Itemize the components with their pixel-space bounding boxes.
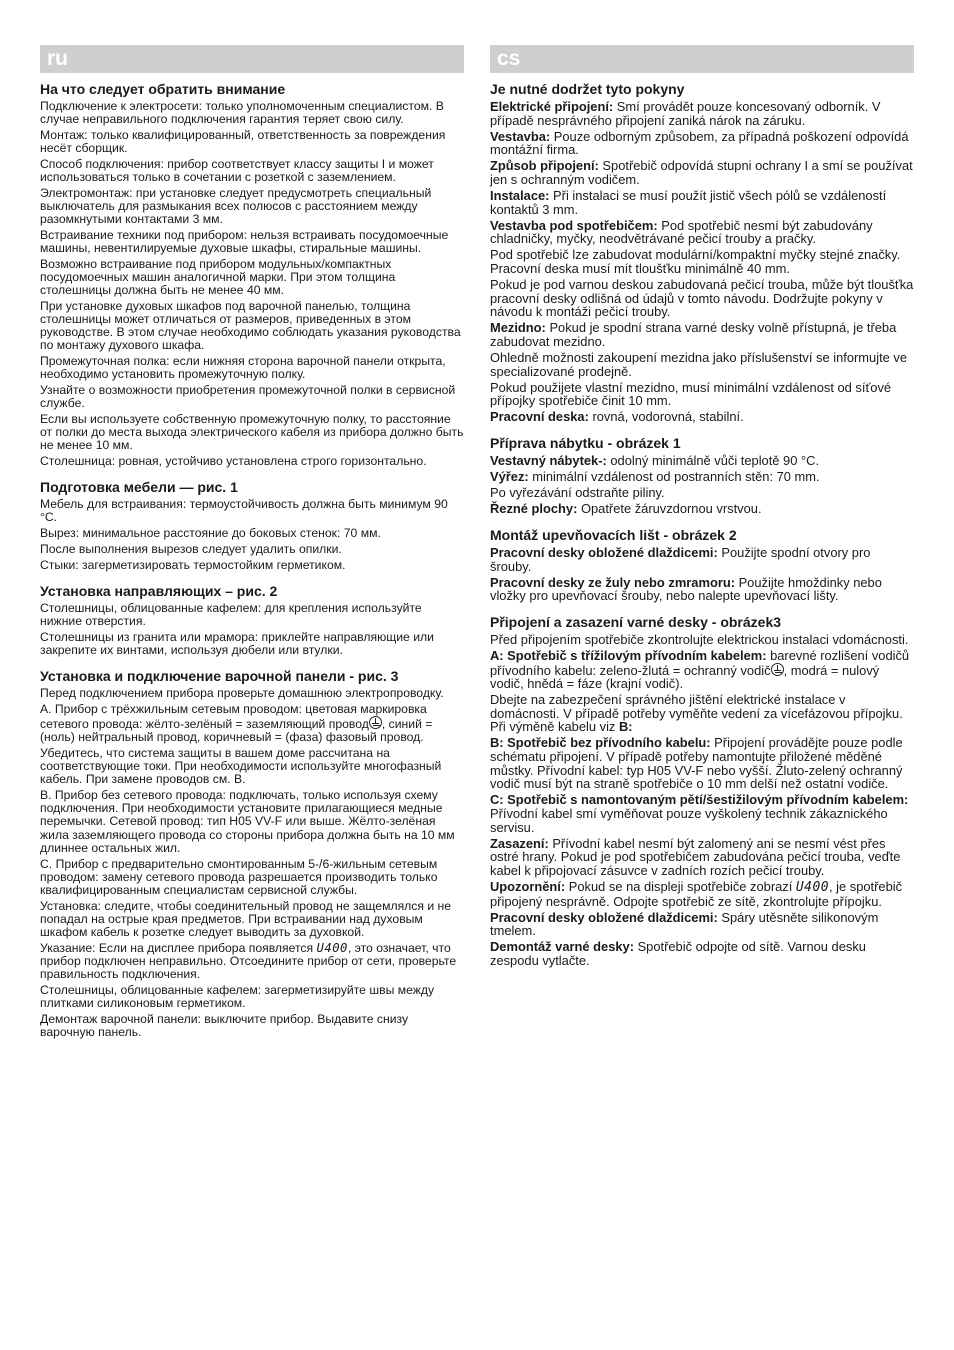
paragraph-text: Указание: Если на дисплее прибора появляется <box>40 940 317 955</box>
paragraph <box>40 559 464 572</box>
paragraph-text: Pokud je pod varnou deskou zabudovaná pečicí trouba, může být tloušťka pracovní desky odlišná od údajů v tomto návodu. Dodržujte pokyny v návodu k montáži pečicí trouby. <box>490 277 914 320</box>
paragraph <box>490 940 914 967</box>
paragraph-text: Стыки: загерметизировать термостойким герметиком. <box>40 557 346 572</box>
section-title: Montáž upevňovacích lišt - obrázek 2 <box>490 526 737 543</box>
section-title: Установка и подключение варочной панели - рис. 3 <box>40 668 399 685</box>
paragraph <box>40 158 464 184</box>
paragraph-text: При установке духовых шкафов под варочной панелью, толщина столешницы может отличаться от размеров, приведенных в этом руководстве. В этом случае необходимо соблюдать указания руководства по монтажу духового шкафа. <box>40 298 461 353</box>
section-title: Je nutné dodržet tyto pokyny <box>490 81 685 97</box>
paragraph <box>40 355 464 381</box>
paragraph <box>490 502 914 516</box>
paragraph-text: Возможно встраивание под прибором модульных/компактных посудомоечных машин аналогичной марки. При этом толщина столешницы должна быть не менее 40 мм. <box>40 256 396 298</box>
paragraph <box>490 351 914 378</box>
paragraph-text: Установка: следите, чтобы соединительный провод не защемлялся и не попадал на острые края предметов. При встраивании над духовым шкафом кабель к розетке следует выводить за духовкой. <box>40 898 452 940</box>
paragraph <box>490 486 914 500</box>
paragraph <box>40 942 464 982</box>
paragraph-text: Если вы используете собственную промежуточную полку, то расстояние от полки до места выхода электрического кабеля из прибора должно быть не менее 10 мм. <box>40 411 464 453</box>
paragraph-text-cont: , это означает, что прибор подключен неправильно. Отсоедините прибор от сети, проверьте правильность подключения. <box>40 940 457 982</box>
paragraph-text: Узнайте о возможности приобретения промежуточной полки в сервисной службе. <box>40 383 456 411</box>
paragraph <box>490 454 914 468</box>
paragraph-lead: Vestavba pod spotřebičem: <box>490 217 658 233</box>
paragraph <box>40 300 464 353</box>
section-title: Подготовка мебели — рис. 1 <box>40 479 238 496</box>
paragraph-lead: Pracovní desky obložené dlaždicemi: <box>490 544 718 560</box>
paragraph-lead: Řezné plochy: <box>490 501 578 517</box>
paragraph <box>40 187 464 227</box>
paragraph <box>490 100 914 127</box>
display-code: U400 <box>795 879 829 895</box>
paragraph <box>40 789 464 855</box>
paragraph-text: Вырез: минимальное расстояние до боковых стенок: 70 мм. <box>40 526 381 541</box>
paragraph-text: Pokud se na displeji spotřebiče zobrazí <box>565 878 796 894</box>
paragraph-text: Po vyřezávání odstraňte piliny. <box>490 485 665 501</box>
column-ru <box>40 45 464 1042</box>
paragraph-text: Встраивание техники под прибором: нельзя встраивать посудомоечные машины, невентилируемые духовые шкафы, стиральные машины. <box>40 227 449 256</box>
paragraph-text: odolný minimálně vůči teplotě 90 °C. <box>606 453 820 469</box>
paragraph <box>490 278 914 319</box>
display-code: U400 <box>316 940 348 955</box>
paragraph-lead: Mezidno: <box>490 320 546 336</box>
paragraph-lead: Pracovní desky obložené dlaždicemi: <box>490 909 718 925</box>
paragraph <box>490 693 914 734</box>
paragraph-text: А. Прибор с трёхжильным сетевым проводом: цветовая маркировка сетевого провода: жёлто-зелёный = заземляющий провод <box>40 701 427 732</box>
paragraph <box>40 229 464 255</box>
paragraph <box>40 1013 464 1039</box>
paragraph-text: Столешница: ровная, устойчиво установлена строго горизонтально. <box>40 454 427 469</box>
paragraph-lead: Pracovní deska: <box>490 409 589 425</box>
paragraph-text: Промежуточная полка: если нижняя сторона варочной панели открыта, необходимо установить промежуточную полку. <box>40 354 446 382</box>
paragraph <box>490 470 914 484</box>
paragraph <box>40 687 464 700</box>
paragraph-lead: Pracovní desky ze žuly nebo zmramoru: <box>490 574 735 590</box>
paragraph <box>40 258 464 298</box>
paragraph-text: minimální vzdálenost od postranních stěn: 70 mm. <box>528 469 820 485</box>
paragraph <box>40 602 464 628</box>
paragraph-text: Электромонтаж: при установке следует предусмотреть специальный выключатель для размыкания всех полюсов с расстоянием между разомкнутыми контактами 3 мм. <box>40 185 432 227</box>
paragraph-text: Подключение к электросети: только уполномоченным специалистом. В случае неправильного подключения гарантия теряет свою силу. <box>40 99 444 127</box>
paragraph-text: Připojení provádějte pouze podle schématu připojení. V případě potřeby namontujte přiložené měděné můstky. Přívodní kabel: typ H05 VV-F nebo vyšší. Žluto-zelený ochranný vodič musí být na straně spotřebiče o 10 mm delší než ostatní vodiče. <box>490 735 903 792</box>
paragraph-text: Демонтаж варочной панели: выключите прибор. Выдавите снизу варочную панель. <box>40 1011 409 1039</box>
paragraph-text: Pokud použijete vlastní mezidno, musí minimální vzdálenost od síťové přípojky spotřebiče činit 10 mm. <box>490 379 892 409</box>
section-title: На что следует обратить внимание <box>40 81 286 97</box>
paragraph <box>490 130 914 157</box>
paragraph-lead: Vestavný nábytek-: <box>490 453 607 469</box>
paragraph <box>490 793 914 834</box>
language-header-cs: cs <box>490 45 914 73</box>
paragraph-text: Pod spotřebič lze zabudovat modulární/kompaktní myčky stejné značky. Pracovní deska musí mít tloušťku minimálně 40 mm. <box>490 247 901 277</box>
paragraph <box>40 631 464 657</box>
paragraph-text: barevné rozlišení vodičů přívodního kabelu: zeleno-žlutá = ochranný vodič <box>490 647 910 678</box>
content-cs <box>490 81 914 967</box>
paragraph <box>40 858 464 898</box>
paragraph-text: Способ подключения: прибор соответствует классу защиты I и может использоваться только в сочетании с розеткой с заземлением. <box>40 156 434 185</box>
paragraph <box>490 410 914 424</box>
paragraph-text: Pokud je spodní strana varné desky volně přístupná, je třeba zabudovat mezidno. <box>490 320 897 349</box>
ground-symbol-icon <box>771 663 784 676</box>
paragraph <box>490 546 914 573</box>
paragraph-text: Монтаж: только квалифицированный, ответственность за повреждения несёт сборщик. <box>40 127 446 156</box>
column-cs <box>490 45 914 970</box>
paragraph-text: Столешницы, облицованные кафелем: загерметизируйте швы между плитками силиконовым герметиком. <box>40 982 435 1011</box>
paragraph <box>490 381 914 408</box>
paragraph-text: Pouze odborným způsobem, za případná poškození odpovídá montážní firma. <box>490 128 909 158</box>
paragraph <box>490 576 914 603</box>
paragraph-text: Столешницы, облицованные кафелем: для крепления используйте нижние отверстия. <box>40 600 422 628</box>
paragraph-lead: Demontáž varné desky: <box>490 939 634 955</box>
section-title: Připojení a zasazení varné desky - obrázek3 <box>490 613 782 630</box>
paragraph <box>40 129 464 155</box>
paragraph-text: Smí provádět pouze koncesovaný odborník. V případě nesprávného připojení zaniká nárok na záruku. <box>490 99 881 128</box>
content-ru <box>40 81 464 1039</box>
paragraph-text: rovná, vodorovná, stabilní. <box>588 409 744 425</box>
paragraph <box>40 413 464 453</box>
paragraph-text: Použijte hmoždinky nebo vložky pro upevňovací šrouby, nebo nalepte upevňovací lišty. <box>490 574 882 604</box>
paragraph <box>490 649 914 691</box>
paragraph-lead: Elektrické připojení: <box>490 99 614 114</box>
paragraph-text-cont: , modrá = nulový vodič, hnědá = fáze (krajní vodič). <box>490 662 880 692</box>
language-header-ru: ru <box>40 45 464 73</box>
paragraph <box>490 189 914 216</box>
paragraph <box>490 219 914 246</box>
paragraph-lead: A: Spotřebič s třížilovým přívodním kabelem: <box>490 647 767 663</box>
paragraph-text: Перед подключением прибора проверьте домашнюю электропроводку. <box>40 686 444 701</box>
paragraph-text: Dbejte na zabezpečení správného jištění elektrické instalace v domácnosti. V případě potřeby vyměňte vedení za vícefázovou přípojku. Při výměně kabelu viz <box>490 692 903 735</box>
paragraph <box>40 455 464 468</box>
paragraph-text: Při instalaci se musí použít jistič všech pólů se vzdáleností kontaktů 3 mm. <box>490 188 887 217</box>
paragraph-text: Spáry utěsněte silikonovým tmelem. <box>490 909 879 939</box>
paragraph-text: Убедитесь, что система защиты в вашем доме рассчитана на соответствующие токи. При необходимости используйте многофазный кабель. При замене проводов см. B. <box>40 745 442 787</box>
paragraph-text-cont: , je spotřebič připojený nesprávně. Odpojte spotřebič ze sítě, zkontrolujte přípojku. <box>490 878 903 909</box>
paragraph-text: Столешницы из гранита или мрамора: приклейте направляющие или закрепите их винтами, используя дюбели или втулки. <box>40 629 434 657</box>
paragraph-lead: Zasazení: <box>490 835 549 851</box>
paragraph <box>40 703 464 745</box>
paragraph-text: Opatřete žáruvzdornou vrstvou. <box>577 501 762 517</box>
paragraph <box>490 736 914 790</box>
paragraph-text: Přívodní kabel smí vyměňovat pouze vyškolený technik zákaznického servisu. <box>490 805 888 835</box>
section-title: Установка направляющих – рис. 2 <box>40 582 278 599</box>
paragraph <box>490 911 914 938</box>
paragraph <box>490 880 914 908</box>
ground-symbol-icon <box>369 716 382 729</box>
paragraph <box>490 159 914 186</box>
paragraph <box>490 633 914 647</box>
paragraph <box>40 747 464 787</box>
paragraph-lead: Způsob připojení: <box>490 158 599 174</box>
paragraph-lead: Výřez: <box>490 469 529 485</box>
paragraph-text: После выполнения вырезов следует удалить опилки. <box>40 541 342 556</box>
paragraph <box>40 100 464 126</box>
paragraph-text: Ohledně možnosti zakoupení mezidna jako příslušenství se informujte ve specializované prodejně. <box>490 350 908 379</box>
paragraph <box>40 543 464 556</box>
paragraph-text: Přívodní kabel nesmí být zalomený ani se nesmí vést přes ostré hrany. Pokud je pod spotřebičem zabudována pečicí trouba, veďte kabel k připojovací zásuvce v zadních rozích pečicí trouby. <box>490 835 901 878</box>
paragraph <box>40 384 464 410</box>
paragraph-lead: B: Spotřebič bez přívodního kabelu: <box>490 735 711 751</box>
paragraph-lead: Upozornění: <box>490 878 566 894</box>
paragraph <box>490 837 914 878</box>
paragraph-lead: Vestavba: <box>490 128 551 144</box>
paragraph <box>490 248 914 275</box>
paragraph <box>40 527 464 540</box>
paragraph-text: Před připojením spotřebiče zkontrolujte elektrickou instalaci vdomácnosti. <box>490 631 909 647</box>
paragraph-text: Spotřebič odpojte od sítě. Varnou desku zespodu vytlačte. <box>490 939 866 968</box>
paragraph <box>40 984 464 1010</box>
paragraph-text: C. Прибор с предварительно смонтированным 5-/6-жильным сетевым проводом: замену сетевого провода разрешается производить только квалифицированным специалистам сервисной службы. <box>40 856 438 897</box>
paragraph-text: Použijte spodní otvory pro šrouby. <box>490 544 871 574</box>
paragraph <box>40 900 464 940</box>
paragraph <box>40 498 464 524</box>
paragraph-text: B. Прибор без сетевого провода: подключать, только используя схему подключения. При необходимости установите прилагающиеся медные перемычки. Сетевой провод: тип H05 VV-F или выше. Жёлто-зелёная жила заземляющего провода со стороны прибора должна быть на 10 мм длиннее остальных жил. <box>40 788 455 855</box>
paragraph-text-cont: , синий = (ноль) нейтральный провод, коричневый = (фаза) фазовый провод. <box>40 717 433 745</box>
paragraph-text: Spotřebič odpovídá stupni ochrany I a smí se používat jen s ochranným vodičem. <box>490 158 913 187</box>
paragraph-tail: B: <box>618 719 633 735</box>
paragraph-lead: C: Spotřebič s namontovaným pětí/šestižilovým přívodním kabelem: <box>490 792 909 808</box>
paragraph <box>490 321 914 348</box>
paragraph-text: Мебель для встраивания: термоустойчивость должна быть минимум 90 °C. <box>40 497 448 525</box>
paragraph-text: Pod spotřebič nesmí být zabudovány chladničky, myčky, neodvětrávané pečicí trouby a pračky. <box>490 217 873 247</box>
section-title: Příprava nábytku - obrázek 1 <box>490 435 681 452</box>
paragraph-lead: Instalace: <box>490 188 550 204</box>
